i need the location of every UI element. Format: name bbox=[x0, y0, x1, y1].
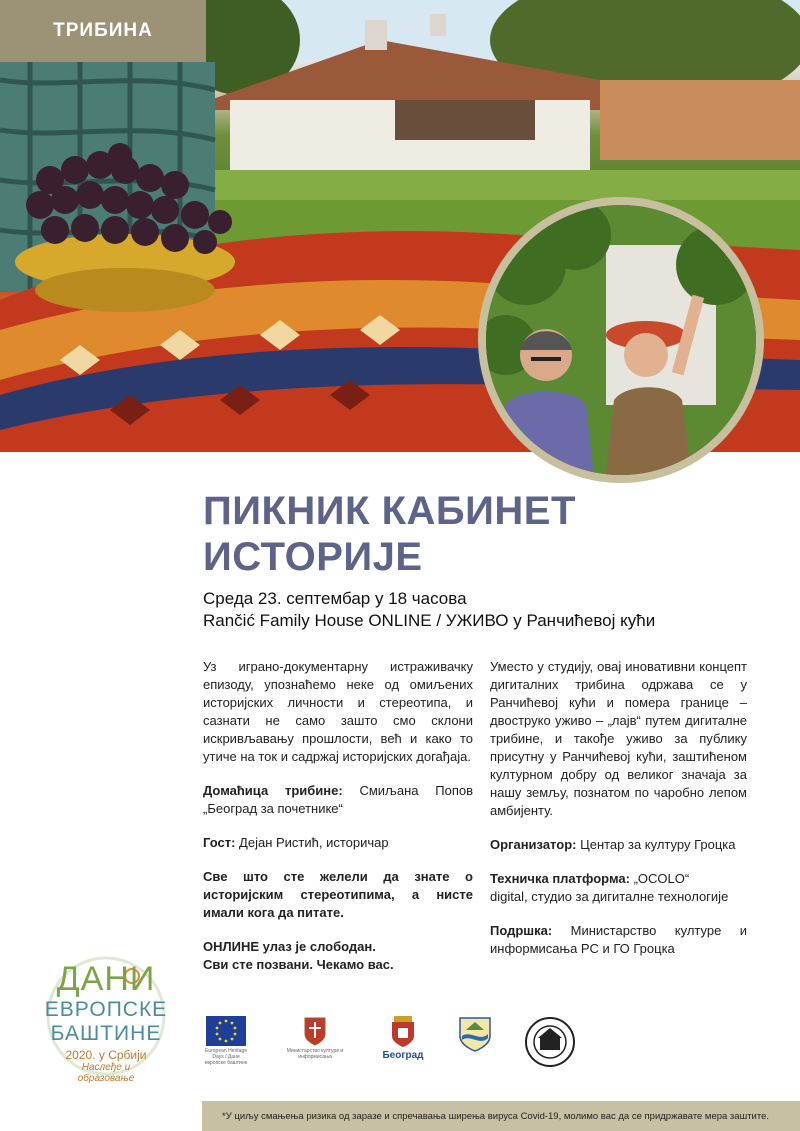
culture-center-emblem-icon bbox=[524, 1016, 576, 1068]
online-line2: Сви сте позвани. Чекамо вас. bbox=[203, 957, 394, 972]
ministry-logo bbox=[270, 1016, 360, 1074]
guest-label: Гост: bbox=[203, 835, 236, 850]
guest-info bbox=[203, 834, 473, 852]
guests-portrait-photo bbox=[478, 197, 764, 483]
event-title-line1: ПИКНИК КАБИНЕТ bbox=[203, 489, 576, 533]
logo-line-3: БАШТИНЕ bbox=[50, 1022, 162, 1045]
online-note bbox=[203, 938, 473, 974]
eu-caption: European Heritage Days / Дани европске баштине bbox=[204, 1048, 248, 1066]
heritage-days-logo bbox=[36, 954, 176, 1084]
organizer-info bbox=[490, 836, 747, 854]
host-value: Смиљана Попов „Београд за почетнике“ bbox=[203, 783, 473, 816]
logo-line-5a: Наслеђе и bbox=[81, 1062, 131, 1073]
support-label: Подршка: bbox=[490, 923, 553, 938]
left-column bbox=[203, 658, 473, 974]
intro-paragraph: Уз играно-документарну истраживачку епизоду, упознаћемо неке од омиљених историјских личности и стереотипа, и сазнати не само зашто смо склони искривљавању прошлости, већ и како то утиче на ток и садржај историјских догађаја. bbox=[203, 659, 473, 764]
event-date: Среда 23. септембар у 18 часова bbox=[203, 589, 467, 608]
logo-line-1: ДАНИ bbox=[56, 960, 156, 998]
organizer-value: Центар за културу Гроцка bbox=[580, 837, 736, 852]
belgrade-label: Београд bbox=[382, 1050, 424, 1061]
organizer-label: Организатор: bbox=[490, 837, 577, 852]
question-text: Све што сте желели да знате о историјским стереотипима, а нисте имали кога да питате. bbox=[203, 869, 473, 920]
category-tag: ТРИБИНА bbox=[0, 0, 206, 62]
online-line1: ОНЛИНЕ улаз је слободан. bbox=[203, 939, 376, 954]
ministry-caption: Министарство културе и информисања bbox=[286, 1048, 344, 1060]
platform-value-2: digital, студио за дигиталне технологије bbox=[490, 889, 729, 904]
event-venue: Rančić Family House ONLINE / УЖИВО у Ранчићевој кући bbox=[203, 611, 656, 630]
logo-line-4: 2020. у Србији bbox=[65, 1048, 147, 1062]
serbia-coat-of-arms-icon bbox=[303, 1016, 327, 1046]
platform-info bbox=[490, 870, 747, 906]
logo-line-5 bbox=[36, 1062, 176, 1084]
grocka-logo bbox=[455, 1016, 495, 1074]
platform-value-1: „OCOLO“ bbox=[633, 871, 690, 886]
event-title-line2: ИСТОРИЈЕ bbox=[203, 535, 423, 579]
logo-line-2: ЕВРОПСКЕ bbox=[44, 998, 168, 1021]
culture-center-logo bbox=[522, 1016, 578, 1074]
event-when bbox=[203, 588, 655, 632]
guests-illustration bbox=[486, 205, 756, 475]
host-info bbox=[203, 782, 473, 818]
grocka-coat-of-arms-icon bbox=[458, 1016, 492, 1052]
platform-label: Техничка платформа: bbox=[490, 871, 630, 886]
eu-heritage-logo bbox=[203, 1016, 249, 1074]
guest-value: Дејан Ристић, историчар bbox=[239, 835, 389, 850]
event-title bbox=[203, 488, 673, 580]
belgrade-logo bbox=[378, 1016, 428, 1074]
support-value: Министарство културе и информисања РС и ГО Гроцка bbox=[490, 923, 747, 956]
eu-flag-icon bbox=[206, 1016, 246, 1046]
covid-notice-footer: *У циљу смањења ризика од заразе и спречавања ширења вируса Covid-19, молимо вас да се придржавате мера заштите. bbox=[202, 1101, 800, 1131]
concept-paragraph: Уместо у студију, овај иновативни концепт дигиталних трибина одржава се у Ранчићевој кући и помера границе – двоструко уживо – „лајв“ путем дигиталне трибине, и такође уживо за публику присутну у Ранчићевој кући, заштићеном културном добру од великог значаја за нашу земљу, познатом по чаробно лепом амбијенту. bbox=[490, 659, 747, 818]
right-column bbox=[490, 658, 747, 958]
support-info bbox=[490, 922, 747, 958]
logo-line-5b: образовање bbox=[77, 1073, 135, 1084]
host-label: Домаћица трибине: bbox=[203, 783, 343, 798]
belgrade-coat-of-arms-icon bbox=[390, 1016, 416, 1048]
